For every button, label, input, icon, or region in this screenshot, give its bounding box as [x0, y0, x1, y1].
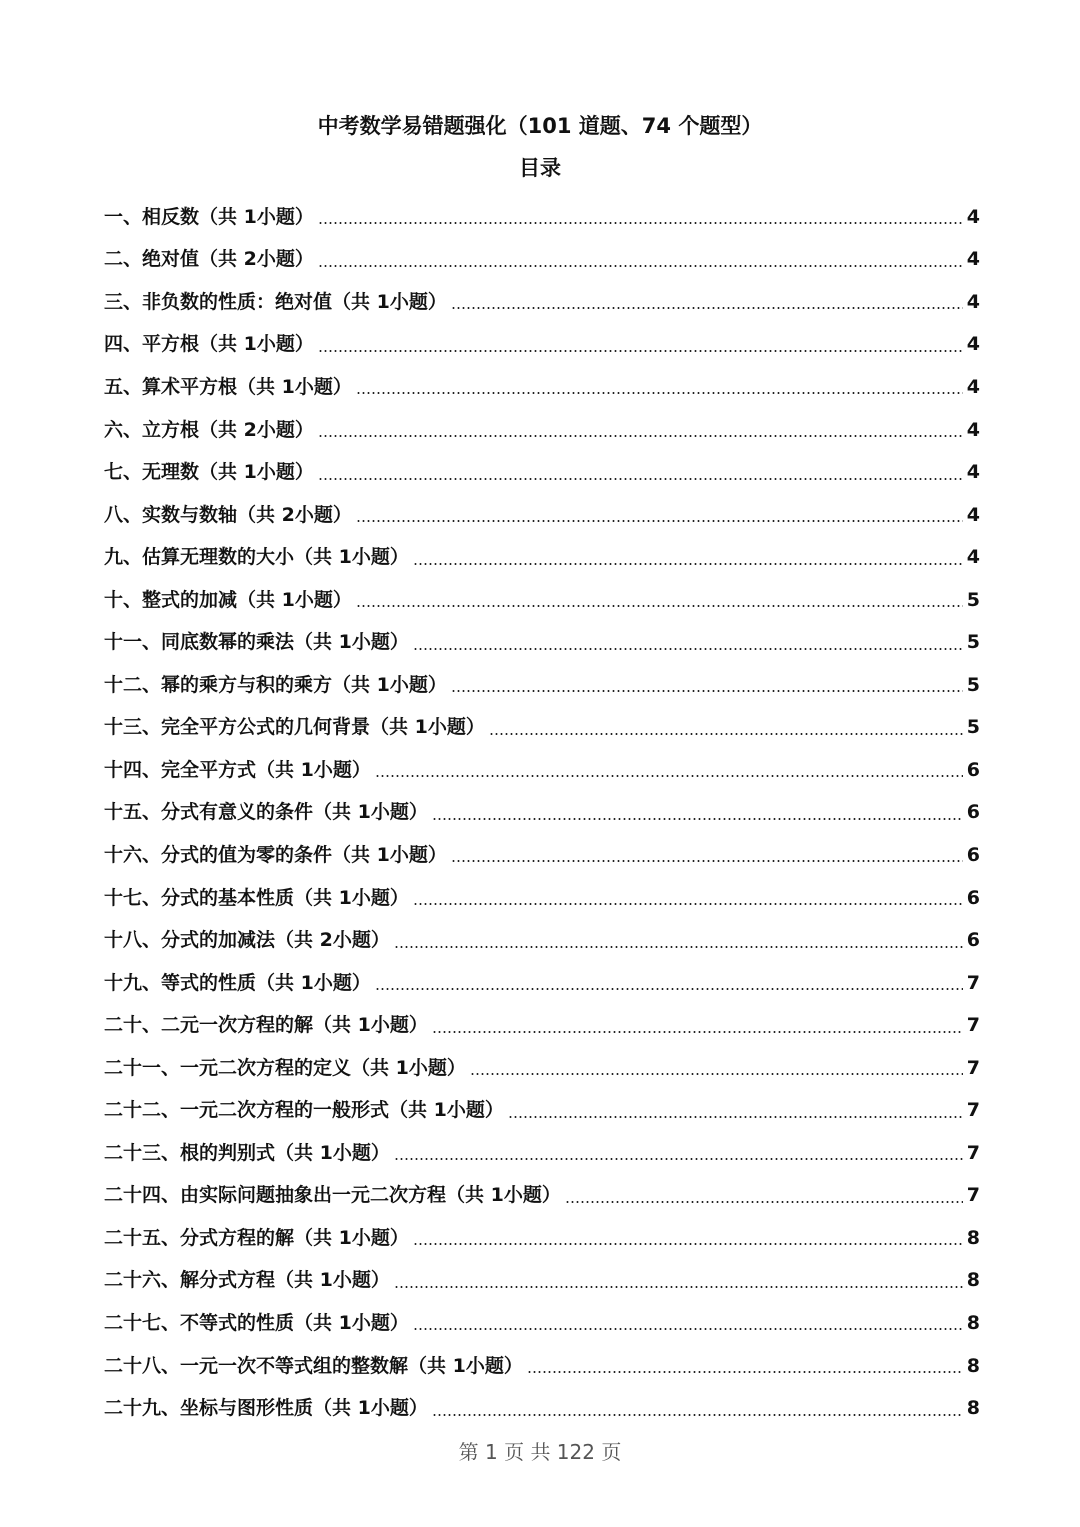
toc-dot-leader [489, 733, 963, 735]
toc-dot-leader [451, 860, 963, 862]
toc-entry-page: 7 [966, 971, 980, 994]
toc-dot-leader [413, 903, 963, 905]
toc-entry-label: 十、整式的加减（共 1小题） [104, 588, 352, 611]
toc-entry-label: 三、非负数的性质：绝对值（共 1小题） [104, 290, 447, 313]
toc-dot-leader [375, 775, 963, 777]
toc-entry-label: 十六、分式的值为零的条件（共 1小题） [104, 843, 447, 866]
document-title: 中考数学易错题强化（101 道题、74 个题型） [317, 114, 763, 138]
toc-entry[interactable] [104, 1089, 980, 1132]
page-footer: 第 1 页 共 122 页 [458, 1440, 622, 1464]
toc-dot-leader [318, 350, 963, 352]
toc-entry[interactable] [104, 877, 980, 920]
toc-entry[interactable] [104, 1345, 980, 1388]
toc-entry[interactable] [104, 1302, 980, 1345]
toc-entry[interactable] [104, 1175, 980, 1218]
toc-entry-label: 二十四、由实际问题抽象出一元二次方程（共 1小题） [104, 1184, 561, 1207]
toc-dot-leader [413, 563, 963, 565]
toc-entry-page: 5 [966, 631, 980, 654]
toc-dot-leader [356, 392, 963, 394]
toc-entry-page: 6 [966, 843, 980, 866]
toc-entry[interactable] [104, 621, 980, 664]
toc-dot-leader [356, 605, 963, 607]
toc-entry-label: 二十七、不等式的性质（共 1小题） [104, 1311, 409, 1334]
toc-dot-leader [470, 1073, 963, 1075]
toc-entry[interactable] [104, 1004, 980, 1047]
toc-dot-leader [451, 307, 963, 309]
toc-entry-page: 5 [966, 673, 980, 696]
toc-entry-page: 6 [966, 886, 980, 909]
toc-entry-label: 二十八、一元一次不等式组的整数解（共 1小题） [104, 1354, 523, 1377]
toc-entry-page: 4 [966, 248, 980, 271]
toc-entry[interactable] [104, 451, 980, 494]
toc-entry-label: 二十五、分式方程的解（共 1小题） [104, 1226, 409, 1249]
toc-entry-page: 4 [966, 418, 980, 441]
toc-entry[interactable] [104, 409, 980, 452]
toc-entry-label: 二十三、根的判别式（共 1小题） [104, 1141, 390, 1164]
toc-entry[interactable] [104, 196, 980, 239]
table-of-contents [104, 196, 980, 1430]
toc-entry-page: 4 [966, 461, 980, 484]
toc-entry-label: 十八、分式的加减法（共 2小题） [104, 929, 390, 952]
toc-entry-page: 5 [966, 588, 980, 611]
toc-dot-leader [318, 478, 963, 480]
toc-dot-leader [394, 946, 963, 948]
toc-entry-page: 8 [966, 1226, 980, 1249]
toc-entry-page: 8 [966, 1269, 980, 1292]
toc-entry-label: 九、估算无理数的大小（共 1小题） [104, 546, 409, 569]
toc-entry-page: 6 [966, 929, 980, 952]
toc-dot-leader [432, 1031, 963, 1033]
toc-entry-page: 7 [966, 1056, 980, 1079]
toc-dot-leader [394, 1158, 963, 1160]
toc-dot-leader [413, 1243, 963, 1245]
toc-entry-label: 十五、分式有意义的条件（共 1小题） [104, 801, 428, 824]
toc-entry[interactable] [104, 324, 980, 367]
toc-entry[interactable] [104, 281, 980, 324]
toc-entry[interactable] [104, 749, 980, 792]
toc-dot-leader [375, 988, 963, 990]
toc-entry-page: 4 [966, 375, 980, 398]
toc-entry-label: 二十一、一元二次方程的定义（共 1小题） [104, 1056, 466, 1079]
toc-entry-label: 五、算术平方根（共 1小题） [104, 375, 352, 398]
toc-dot-leader [356, 520, 963, 522]
toc-entry-page: 7 [966, 1014, 980, 1037]
toc-dot-leader [413, 648, 963, 650]
toc-entry[interactable] [104, 707, 980, 750]
toc-entry-page: 6 [966, 801, 980, 824]
toc-entry-label: 十二、幂的乘方与积的乘方（共 1小题） [104, 673, 447, 696]
toc-entry-label: 二十六、解分式方程（共 1小题） [104, 1269, 390, 1292]
toc-entry-label: 八、实数与数轴（共 2小题） [104, 503, 352, 526]
toc-dot-leader [413, 1328, 963, 1330]
toc-entry-label: 七、无理数（共 1小题） [104, 461, 314, 484]
toc-dot-leader [432, 818, 963, 820]
toc-entry[interactable] [104, 1047, 980, 1090]
toc-dot-leader [318, 435, 963, 437]
toc-entry[interactable] [104, 239, 980, 282]
toc-entry-label: 十一、同底数幂的乘法（共 1小题） [104, 631, 409, 654]
toc-entry[interactable] [104, 536, 980, 579]
toc-entry-label: 二十二、一元二次方程的一般形式（共 1小题） [104, 1099, 504, 1122]
toc-entry-page: 4 [966, 290, 980, 313]
toc-entry-label: 二十九、坐标与图形性质（共 1小题） [104, 1397, 428, 1420]
toc-entry-page: 8 [966, 1354, 980, 1377]
toc-entry[interactable] [104, 1260, 980, 1303]
toc-entry[interactable] [104, 366, 980, 409]
toc-entry-label: 十四、完全平方式（共 1小题） [104, 758, 371, 781]
toc-entry[interactable] [104, 664, 980, 707]
toc-entry[interactable] [104, 579, 980, 622]
toc-dot-leader [318, 222, 963, 224]
toc-entry-page: 7 [966, 1099, 980, 1122]
toc-entry-page: 4 [966, 546, 980, 569]
toc-dot-leader [432, 1414, 963, 1416]
toc-entry[interactable] [104, 494, 980, 537]
toc-entry-page: 7 [966, 1184, 980, 1207]
toc-dot-leader [508, 1116, 963, 1118]
toc-entry-label: 二、绝对值（共 2小题） [104, 248, 314, 271]
toc-entry-page: 7 [966, 1141, 980, 1164]
toc-entry[interactable] [104, 1132, 980, 1175]
toc-entry[interactable] [104, 1217, 980, 1260]
toc-entry[interactable] [104, 792, 980, 835]
toc-dot-leader [565, 1201, 963, 1203]
toc-entry-page: 4 [966, 205, 980, 228]
toc-entry-page: 6 [966, 758, 980, 781]
toc-entry-label: 十九、等式的性质（共 1小题） [104, 971, 371, 994]
toc-entry[interactable] [104, 1387, 980, 1430]
toc-entry-label: 六、立方根（共 2小题） [104, 418, 314, 441]
toc-entry-page: 4 [966, 333, 980, 356]
toc-entry-label: 十七、分式的基本性质（共 1小题） [104, 886, 409, 909]
toc-entry-label: 十三、完全平方公式的几何背景（共 1小题） [104, 716, 485, 739]
toc-dot-leader [394, 1286, 963, 1288]
toc-entry-page: 8 [966, 1311, 980, 1334]
toc-dot-leader [318, 265, 963, 267]
toc-entry-page: 5 [966, 716, 980, 739]
toc-dot-leader [527, 1371, 963, 1373]
toc-entry[interactable] [104, 962, 980, 1005]
toc-entry-label: 四、平方根（共 1小题） [104, 333, 314, 356]
toc-entry-page: 4 [966, 503, 980, 526]
toc-dot-leader [451, 690, 963, 692]
toc-entry-label: 二十、二元一次方程的解（共 1小题） [104, 1014, 428, 1037]
toc-entry-label: 一、相反数（共 1小题） [104, 205, 314, 228]
toc-entry[interactable] [104, 834, 980, 877]
toc-entry-page: 8 [966, 1397, 980, 1420]
toc-heading: 目录 [519, 156, 561, 180]
toc-entry[interactable] [104, 919, 980, 962]
